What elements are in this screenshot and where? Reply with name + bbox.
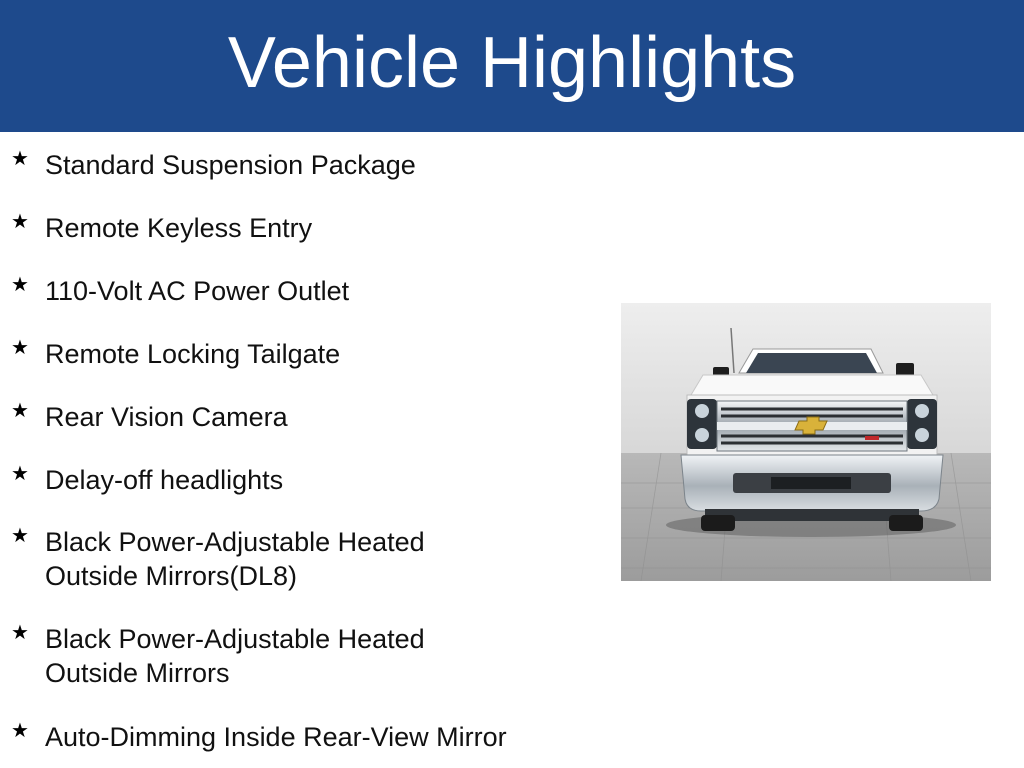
star-icon: ★ xyxy=(11,272,29,296)
star-icon: ★ xyxy=(11,523,29,547)
feature-text-line: Outside Mirrors(DL8) xyxy=(45,561,298,591)
star-icon: ★ xyxy=(11,718,29,742)
star-icon: ★ xyxy=(11,620,29,644)
feature-text-line: Standard Suspension Package xyxy=(45,150,416,180)
star-icon: ★ xyxy=(11,146,29,170)
feature-text-line: Rear Vision Camera xyxy=(45,402,288,432)
pickup-truck-front-photo xyxy=(621,303,991,581)
star-icon: ★ xyxy=(11,335,29,359)
star-icon: ★ xyxy=(11,209,29,233)
feature-text-line: Remote Locking Tailgate xyxy=(45,339,341,369)
page-title: Vehicle Highlights xyxy=(227,23,797,103)
feature-text-line: Remote Keyless Entry xyxy=(45,213,313,243)
header-banner xyxy=(0,0,1024,132)
feature-text-line: Delay-off headlights xyxy=(45,465,284,495)
star-icon: ★ xyxy=(11,398,29,422)
feature-text-line: Black Power-Adjustable Heated xyxy=(45,527,425,557)
star-icon: ★ xyxy=(11,461,29,485)
feature-text-line: Black Power-Adjustable Heated xyxy=(45,624,425,654)
feature-text-line: Auto-Dimming Inside Rear-View Mirror xyxy=(45,722,507,752)
feature-text-line: Outside Mirrors xyxy=(45,658,230,688)
feature-text-line: 110-Volt AC Power Outlet xyxy=(45,276,350,306)
